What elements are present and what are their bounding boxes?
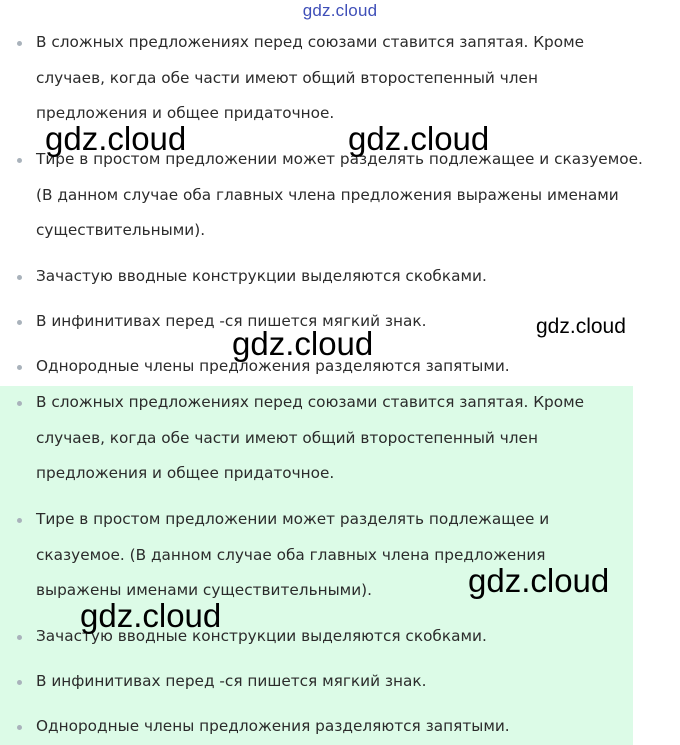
bullet-dot [17, 275, 22, 280]
list-item-text: Однородные члены предложения разделяются запятыми. [36, 357, 510, 375]
bullet-dot [17, 158, 22, 163]
bullet-dot [17, 725, 22, 730]
bullet-dot [17, 401, 22, 406]
highlighted-list-item [36, 664, 616, 700]
list-item-text: Зачастую вводные конструкции выделяются скобками. [36, 267, 487, 285]
bullet-dot [17, 635, 22, 640]
watermark: gdz.cloud [348, 120, 490, 157]
bullet-dot [17, 320, 22, 325]
watermark: gdz.cloud [468, 562, 610, 599]
list-item-text: В сложных предложениях перед союзами ставится запятая. Кроме случаев, когда обе части имеют общий второстепенный член предложения и общее придаточное. [36, 393, 585, 482]
bullet-dot [17, 518, 22, 523]
list-item [36, 25, 646, 132]
top-watermark: gdz.cloud [302, 1, 378, 20]
list-item-text: В инфинитивах перед -ся пишется мягкий знак. [36, 672, 427, 690]
highlighted-list-item [36, 709, 616, 745]
watermark: gdz.cloud [232, 325, 374, 362]
list-item-text: Тире в простом предложении может разделять подлежащее и сказуемое. (В данном случае оба главных члена предложения выражены именами существительными). [36, 150, 643, 239]
list-item [36, 142, 646, 249]
list-item-text: В инфинитивах перед -ся пишется мягкий знак. [36, 312, 427, 330]
bullet-dot [17, 680, 22, 685]
watermark: gdz.cloud [45, 120, 187, 157]
watermark: gdz.cloud [536, 315, 626, 338]
bullet-dot [17, 365, 22, 370]
list-item-text: Зачастую вводные конструкции выделяются скобками. [36, 627, 487, 645]
list-item-text: Однородные члены предложения разделяются запятыми. [36, 717, 510, 735]
list-item-text: В сложных предложениях перед союзами ставится запятая. Кроме случаев, когда обе части имеют общий второстепенный член предложения и общее придаточное. [36, 33, 585, 122]
list-item-text: Тире в простом предложении может разделять подлежащее и сказуемое. (В данном случае оба главных члена предложения выражены именами существительными). [36, 510, 550, 599]
list-item [36, 259, 646, 295]
watermark: gdz.cloud [80, 597, 222, 634]
highlighted-list-item [36, 385, 616, 492]
bullet-dot [17, 41, 22, 46]
